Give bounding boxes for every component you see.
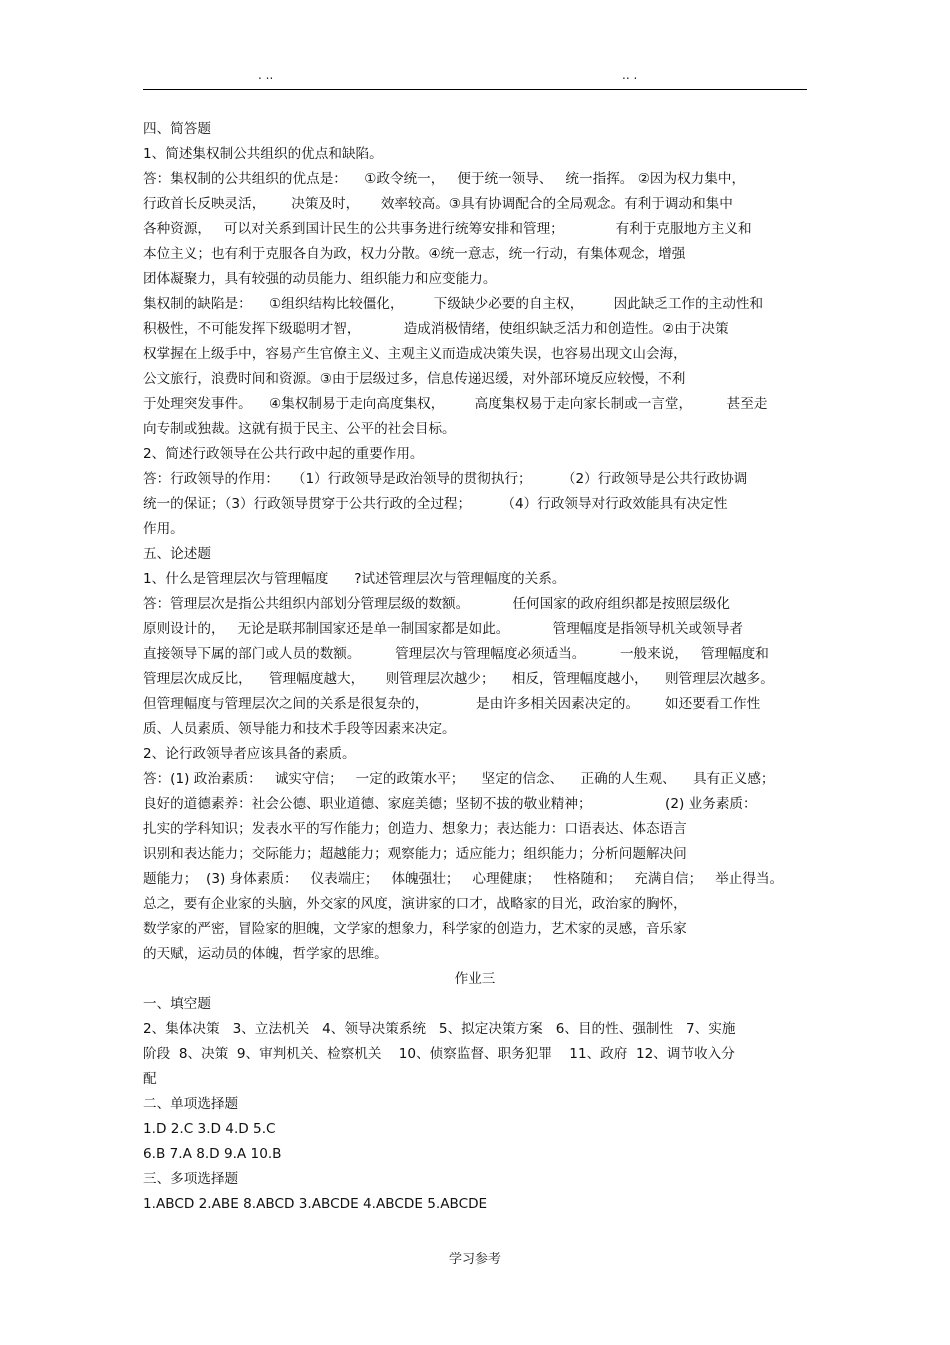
- text-line: 二、单项选择题: [143, 1096, 239, 1112]
- text-line: 管理层次成反比， 管理幅度越大， 则管理层次越少； 相反，管理幅度越小， 则管理层次越多。: [143, 671, 774, 687]
- text-line: 统一的保证；（3）行政领导贯穿于公共行政的全过程； （4）行政领导对行政效能具有决定性: [143, 496, 728, 512]
- text-line: 积极性，不可能发挥下级聪明才智， 造成消极情绪，使组织缺乏活力和创造性。②由于决策: [143, 321, 729, 337]
- header-dots-right: .. .: [622, 68, 638, 82]
- text-line: 的天赋，运动员的体魄，哲学家的思维。: [143, 946, 388, 962]
- text-line: 权掌握在上级手中，容易产生官僚主义、主观主义而造成决策失误，也容易出现文山会海，: [143, 346, 687, 362]
- text-line: 四、简答题: [143, 121, 211, 137]
- text-line: 一、填空题: [143, 996, 211, 1012]
- text-line: 数学家的严密，冒险家的胆魄，文学家的想象力，科学家的创造力，艺术家的灵感，音乐家: [143, 921, 687, 937]
- text-line: 答：行政领导的作用： （1）行政领导是政治领导的贯彻执行； （2）行政领导是公共行政协调: [143, 471, 748, 487]
- text-line: 直接领导下属的部门或人员的数额。 管理层次与管理幅度必须适当。 一般来说， 管理幅度和: [143, 646, 769, 662]
- text-line: 三、多项选择题: [143, 1171, 239, 1187]
- text-line: 1.D 2.C 3.D 4.D 5.C: [143, 1121, 276, 1137]
- text-line: 本位主义；也有利于克服各自为政，权力分散。④统一意志，统一行动，有集体观念，增强: [143, 246, 686, 262]
- text-line: 答：管理层次是指公共组织内部划分管理层级的数额。 任何国家的政府组织都是按照层级化: [143, 596, 730, 612]
- text-line: 良好的道德素养：社会公德、职业道德、家庭美德；坚韧不拔的敬业精神； (2) 业务素质：: [143, 796, 757, 812]
- text-line: 团体凝聚力，具有较强的动员能力、组织能力和应变能力。: [143, 271, 497, 287]
- text-line: 答：集权制的公共组织的优点是： ①政令统一， 便于统一领导、 统一指挥。 ②因为权力集中，: [143, 171, 746, 187]
- header-rule: [143, 89, 807, 90]
- text-line: 1.ABCD 2.ABE 8.ABCD 3.ABCDE 4.ABCDE 5.ABCDE: [143, 1196, 488, 1212]
- text-line: 阶段 8、决策 9、审判机关、检察机关 10、侦察监督、职务犯罪 11、政府 12、调节收入分: [143, 1046, 735, 1062]
- text-line: 各种资源， 可以对关系到国计民生的公共事务进行统筹安排和管理； 有利于克服地方主义和: [143, 221, 752, 237]
- text-line: 但管理幅度与管理层次之间的关系是很复杂的， 是由许多相关因素决定的。 如还要看工作性: [143, 696, 761, 712]
- text-line: 原则设计的， 无论是联邦制国家还是单一制国家都是如此。 管理幅度是指领导机关或领导者: [143, 621, 743, 637]
- text-line: 于处理突发事件。 ④集权制易于走向高度集权， 高度集权易于走向家长制或一言堂， 甚至走: [143, 396, 768, 412]
- text-line: 扎实的学科知识；发表水平的写作能力；创造力、想象力；表达能力：口语表达、体态语言: [143, 821, 687, 837]
- text-line: 五、论述题: [143, 546, 211, 562]
- text-line: 6.B 7.A 8.D 9.A 10.B: [143, 1146, 282, 1162]
- text-line: 识别和表达能力；交际能力；超越能力；观察能力；适应能力；组织能力；分析问题解决问: [143, 846, 687, 862]
- text-line: 公文旅行，浪费时间和资源。③由于层级过多，信息传递迟缓，对外部环境反应较慢，不利: [143, 371, 686, 387]
- text-line: 行政首长反映灵活， 决策及时， 效率较高。③具有协调配合的全局观念。有利于调动和集中: [143, 196, 733, 212]
- text-line: 2、集体决策 3、立法机关 4、领导决策系统 5、拟定决策方案 6、目的性、强制性 7、实施: [143, 1021, 736, 1037]
- text-line: 2、论行政领导者应该具备的素质。: [143, 746, 356, 762]
- text-line: 2、简述行政领导在公共行政中起的重要作用。: [143, 446, 424, 462]
- page-footer: 学习参考: [448, 1252, 501, 1267]
- text-line: 配: [143, 1071, 157, 1087]
- text-line: 1、什么是管理层次与管理幅度 ?试述管理层次与管理幅度的关系。: [143, 571, 566, 587]
- text-line: 总之，要有企业家的头脑，外交家的风度，演讲家的口才，战略家的目光，政治家的胸怀，: [143, 896, 687, 912]
- text-line: 集权制的缺陷是： ①组织结构比较僵化， 下级缺少必要的自主权， 因此缺乏工作的主动性和: [143, 296, 764, 312]
- text-line: 向专制或独裁。这就有损于民主、公平的社会目标。: [143, 421, 456, 437]
- text-line: 题能力； (3) 身体素质： 仪表端庄； 体魄强壮； 心理健康； 性格随和； 充满自信； 举止得当。: [143, 871, 784, 887]
- text-line: 质、人员素质、领导能力和技术手段等因素来决定。: [143, 721, 456, 737]
- section-title: 作业三: [454, 971, 496, 987]
- text-line: 答：(1) 政治素质： 诚实守信； 一定的政策水平； 坚定的信念、 正确的人生观、 具有正义感；: [143, 771, 775, 787]
- text-line: 1、简述集权制公共组织的优点和缺陷。: [143, 146, 383, 162]
- text-line: 作用。: [143, 521, 184, 537]
- header-dots-left: . ..: [258, 68, 274, 82]
